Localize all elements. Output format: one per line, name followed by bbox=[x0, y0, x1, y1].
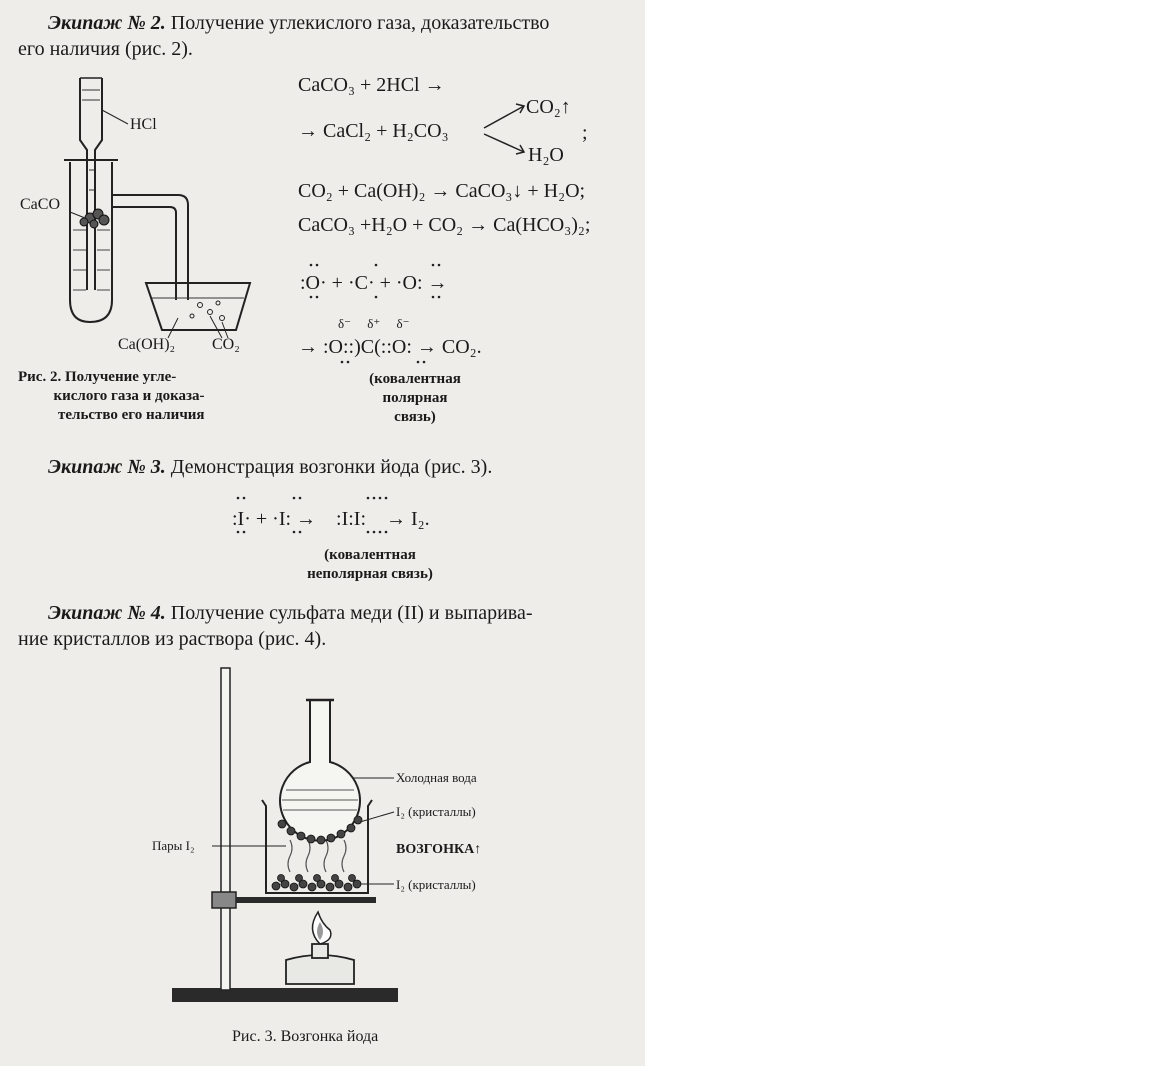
polar-bond-note-line3: связь) bbox=[394, 409, 436, 425]
i2-crystals-bottom-label: I₂ (кристаллы) bbox=[396, 877, 476, 892]
co2-label: CO₂ bbox=[212, 336, 240, 353]
section4-heading-bold: Экипаж № 4. bbox=[48, 602, 166, 624]
section4-heading-text: Получение сульфата меди (II) и выпарива- bbox=[170, 602, 533, 624]
lewis-oxygen-carbon: :O· + ·C· + ·O: → bbox=[300, 272, 448, 294]
section3-heading-bold: Экипаж № 3. bbox=[48, 456, 166, 478]
section2-heading-bold: Экипаж № 2. bbox=[48, 12, 166, 34]
nonpolar-bond-note-line1: (ковалентная bbox=[324, 547, 416, 563]
figure2-caption-line1: Рис. 2. Получение угле- bbox=[18, 369, 177, 385]
equation-2-semicolon: ; bbox=[582, 122, 588, 144]
equation-4: CaCO₃ +H₂O + CO₂ → Ca(HCO₃)₂; bbox=[298, 214, 591, 236]
section4-heading-line2: ние кристаллов из раствора (рис. 4). bbox=[18, 628, 327, 650]
equation-3: CO₂ + Ca(OH)₂ → CaCO₃↓ + H₂O; bbox=[298, 180, 586, 202]
hcl-label: HCl bbox=[130, 116, 157, 133]
nonpolar-bond-note-line2: неполярная связь) bbox=[307, 566, 433, 582]
equation-2-h2o: H₂O bbox=[528, 144, 564, 166]
sublimation-label: ВОЗГОНКА↑ bbox=[396, 842, 482, 857]
partial-charges: δ⁻ δ⁺ δ⁻ bbox=[338, 316, 410, 331]
caco-label: CaCO bbox=[20, 196, 60, 213]
polar-bond-note-line2: полярная bbox=[382, 390, 448, 406]
equation-2: → CaCl₂ + H₂CO₃ bbox=[298, 120, 449, 142]
figure3-caption: Рис. 3. Возгонка йода bbox=[232, 1028, 379, 1045]
equation-1: CaCO₃ + 2HCl → bbox=[298, 74, 445, 96]
figure2-caption-line3: тельство его наличия bbox=[58, 407, 205, 423]
figure2-caption-line2: кислого газа и доказа- bbox=[53, 388, 205, 404]
section3-heading-text: Демонстрация возгонки йода (рис. 3). bbox=[170, 456, 493, 478]
section2-heading-text: Получение углекислого газа, доказательство bbox=[170, 12, 550, 34]
iodine-lewis: :I· + ·I: → :I:I: → I₂. bbox=[232, 508, 430, 530]
i2-crystals-top-label: I₂ (кристаллы) bbox=[396, 804, 476, 819]
lewis-co2: → :O::)C(::O: → CO₂. bbox=[298, 336, 482, 358]
caoh2-label: Ca(OH)₂ bbox=[118, 336, 176, 353]
section2-heading-line2: его наличия (рис. 2). bbox=[18, 38, 193, 60]
equation-1-co2: CO₂↑ bbox=[526, 96, 571, 118]
i2-vapors-label: Пары I₂ bbox=[152, 838, 195, 853]
polar-bond-note-line1: (ковалентная bbox=[369, 371, 461, 387]
cold-water-label: Холодная вода bbox=[396, 770, 477, 785]
